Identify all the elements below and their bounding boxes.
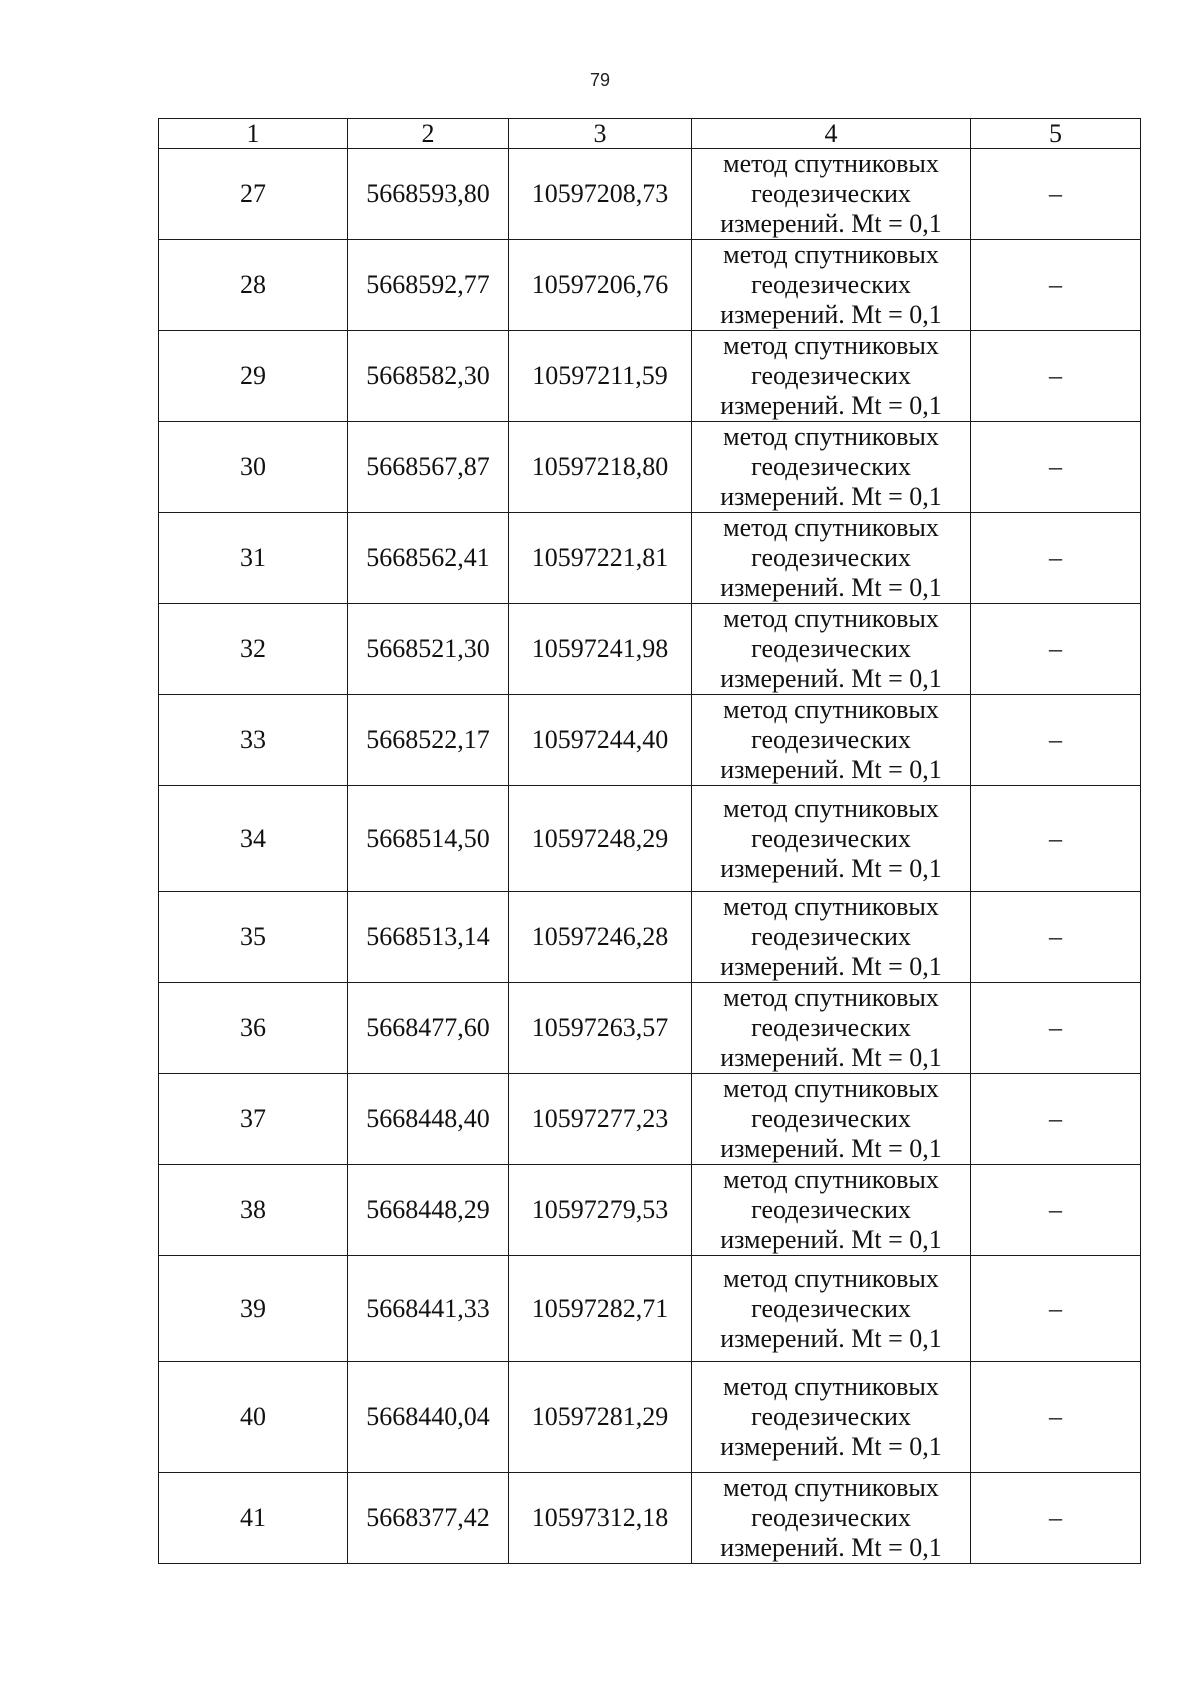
- note-cell: –: [971, 331, 1141, 422]
- method-line: геодезических: [751, 361, 911, 390]
- method-cell: [692, 513, 971, 604]
- coordinate-y-cell: 10597282,71: [509, 1256, 692, 1362]
- method-line: измерений. Mt = 0,1: [720, 952, 942, 981]
- table-row: [159, 983, 1141, 1074]
- coordinates-table-wrapper: [158, 118, 1140, 1564]
- method-cell: [692, 892, 971, 983]
- coordinate-x-cell: 5668477,60: [348, 983, 509, 1074]
- coordinate-x-cell: 5668522,17: [348, 695, 509, 786]
- note-cell: –: [971, 1074, 1141, 1165]
- column-header-5: 5: [971, 119, 1141, 149]
- point-number-cell: 39: [159, 1256, 348, 1362]
- coordinate-x-cell: 5668562,41: [348, 513, 509, 604]
- point-number-cell: 37: [159, 1074, 348, 1165]
- point-number-cell: 34: [159, 786, 348, 892]
- method-line: измерений. Mt = 0,1: [720, 755, 942, 784]
- method-line: измерений. Mt = 0,1: [720, 391, 942, 420]
- point-number-cell: 41: [159, 1473, 348, 1564]
- method-line: метод спутниковых: [723, 793, 939, 823]
- point-number-cell: 36: [159, 983, 348, 1074]
- coordinate-y-cell: 10597246,28: [509, 892, 692, 983]
- coordinate-y-cell: 10597221,81: [509, 513, 692, 604]
- table-body: [159, 149, 1141, 1564]
- point-number-cell: 40: [159, 1362, 348, 1473]
- method-line: измерений. Mt = 0,1: [720, 1533, 942, 1562]
- note-cell: –: [971, 1362, 1141, 1473]
- column-header-2: 2: [348, 119, 509, 149]
- method-line: геодезических: [751, 179, 911, 208]
- note-cell: –: [971, 892, 1141, 983]
- method-line: геодезических: [751, 823, 911, 853]
- method-line: геодезических: [751, 1503, 911, 1532]
- coordinate-x-cell: 5668440,04: [348, 1362, 509, 1473]
- method-cell: [692, 786, 971, 892]
- method-line: измерений. Mt = 0,1: [720, 573, 942, 602]
- coordinate-y-cell: 10597281,29: [509, 1362, 692, 1473]
- coordinate-x-cell: 5668448,29: [348, 1165, 509, 1256]
- table-row: [159, 331, 1141, 422]
- table-row: [159, 422, 1141, 513]
- note-cell: –: [971, 786, 1141, 892]
- method-line: метод спутниковых: [723, 1372, 939, 1401]
- method-line: измерений. Mt = 0,1: [720, 1323, 942, 1353]
- method-line: геодезических: [751, 1293, 911, 1323]
- method-cell: [692, 331, 971, 422]
- coordinate-x-cell: 5668582,30: [348, 331, 509, 422]
- method-cell: [692, 1362, 971, 1473]
- method-line: измерений. Mt = 0,1: [720, 1134, 942, 1163]
- method-cell: [692, 1256, 971, 1362]
- coordinate-y-cell: 10597206,76: [509, 240, 692, 331]
- method-line: метод спутниковых: [723, 240, 939, 269]
- method-line: геодезических: [751, 725, 911, 754]
- method-line: метод спутниковых: [723, 513, 939, 542]
- note-cell: –: [971, 422, 1141, 513]
- note-cell: –: [971, 240, 1141, 331]
- method-line: метод спутниковых: [723, 149, 939, 178]
- method-cell: [692, 695, 971, 786]
- method-cell: [692, 422, 971, 513]
- note-cell: –: [971, 1165, 1141, 1256]
- method-line: измерений. Mt = 0,1: [720, 853, 942, 883]
- point-number-cell: 33: [159, 695, 348, 786]
- point-number-cell: 32: [159, 604, 348, 695]
- coordinate-y-cell: 10597244,40: [509, 695, 692, 786]
- method-line: метод спутниковых: [723, 604, 939, 633]
- method-cell: [692, 149, 971, 240]
- method-line: геодезических: [751, 270, 911, 299]
- method-cell: [692, 604, 971, 695]
- coordinate-x-cell: 5668377,42: [348, 1473, 509, 1564]
- method-line: измерений. Mt = 0,1: [720, 1225, 942, 1254]
- point-number-cell: 29: [159, 331, 348, 422]
- method-line: геодезических: [751, 1195, 911, 1224]
- method-line: метод спутниковых: [723, 1263, 939, 1293]
- method-line: измерений. Mt = 0,1: [720, 1432, 942, 1461]
- method-line: измерений. Mt = 0,1: [720, 209, 942, 238]
- method-cell: [692, 983, 971, 1074]
- note-cell: –: [971, 1256, 1141, 1362]
- method-line: измерений. Mt = 0,1: [720, 1043, 942, 1072]
- note-cell: –: [971, 983, 1141, 1074]
- method-line: метод спутниковых: [723, 1074, 939, 1103]
- header-row: [159, 119, 1141, 149]
- point-number-cell: 28: [159, 240, 348, 331]
- table-row: [159, 892, 1141, 983]
- method-cell: [692, 1074, 971, 1165]
- table-row: [159, 1165, 1141, 1256]
- table-row: [159, 1074, 1141, 1165]
- method-cell: [692, 240, 971, 331]
- note-cell: –: [971, 604, 1141, 695]
- method-line: метод спутниковых: [723, 1473, 939, 1502]
- method-line: геодезических: [751, 452, 911, 481]
- method-line: геодезических: [751, 1402, 911, 1431]
- method-line: измерений. Mt = 0,1: [720, 664, 942, 693]
- coordinate-y-cell: 10597208,73: [509, 149, 692, 240]
- column-header-3: 3: [509, 119, 692, 149]
- method-line: метод спутниковых: [723, 331, 939, 360]
- note-cell: –: [971, 513, 1141, 604]
- method-line: измерений. Mt = 0,1: [720, 482, 942, 511]
- method-cell: [692, 1165, 971, 1256]
- table-row: [159, 1362, 1141, 1473]
- column-header-1: 1: [159, 119, 348, 149]
- point-number-cell: 30: [159, 422, 348, 513]
- point-number-cell: 35: [159, 892, 348, 983]
- point-number-cell: 31: [159, 513, 348, 604]
- table-row: [159, 149, 1141, 240]
- table-row: [159, 240, 1141, 331]
- coordinate-y-cell: 10597263,57: [509, 983, 692, 1074]
- method-cell: [692, 1473, 971, 1564]
- table-row: [159, 513, 1141, 604]
- table-row: [159, 604, 1141, 695]
- coordinate-y-cell: 10597248,29: [509, 786, 692, 892]
- coordinate-x-cell: 5668448,40: [348, 1074, 509, 1165]
- coordinate-x-cell: 5668514,50: [348, 786, 509, 892]
- coordinate-x-cell: 5668592,77: [348, 240, 509, 331]
- table-row: [159, 786, 1141, 892]
- coordinate-x-cell: 5668567,87: [348, 422, 509, 513]
- method-line: метод спутниковых: [723, 695, 939, 724]
- method-line: метод спутниковых: [723, 892, 939, 921]
- coordinate-y-cell: 10597279,53: [509, 1165, 692, 1256]
- coordinates-table: [158, 118, 1141, 1564]
- method-line: геодезических: [751, 543, 911, 572]
- method-line: геодезических: [751, 922, 911, 951]
- coordinate-y-cell: 10597277,23: [509, 1074, 692, 1165]
- coordinate-x-cell: 5668521,30: [348, 604, 509, 695]
- note-cell: –: [971, 149, 1141, 240]
- table-row: [159, 1256, 1141, 1362]
- coordinate-y-cell: 10597312,18: [509, 1473, 692, 1564]
- note-cell: –: [971, 1473, 1141, 1564]
- method-line: метод спутниковых: [723, 422, 939, 451]
- method-line: измерений. Mt = 0,1: [720, 300, 942, 329]
- coordinate-x-cell: 5668513,14: [348, 892, 509, 983]
- coordinate-y-cell: 10597241,98: [509, 604, 692, 695]
- method-line: метод спутниковых: [723, 983, 939, 1012]
- table-row: [159, 1473, 1141, 1564]
- note-cell: –: [971, 695, 1141, 786]
- method-line: геодезических: [751, 1104, 911, 1133]
- method-line: метод спутниковых: [723, 1165, 939, 1194]
- coordinate-x-cell: 5668593,80: [348, 149, 509, 240]
- coordinate-y-cell: 10597211,59: [509, 331, 692, 422]
- coordinate-y-cell: 10597218,80: [509, 422, 692, 513]
- column-header-4: 4: [692, 119, 971, 149]
- point-number-cell: 38: [159, 1165, 348, 1256]
- method-line: геодезических: [751, 1013, 911, 1042]
- coordinate-x-cell: 5668441,33: [348, 1256, 509, 1362]
- method-line: геодезических: [751, 634, 911, 663]
- page-number: 79: [589, 70, 611, 90]
- point-number-cell: 27: [159, 149, 348, 240]
- table-row: [159, 695, 1141, 786]
